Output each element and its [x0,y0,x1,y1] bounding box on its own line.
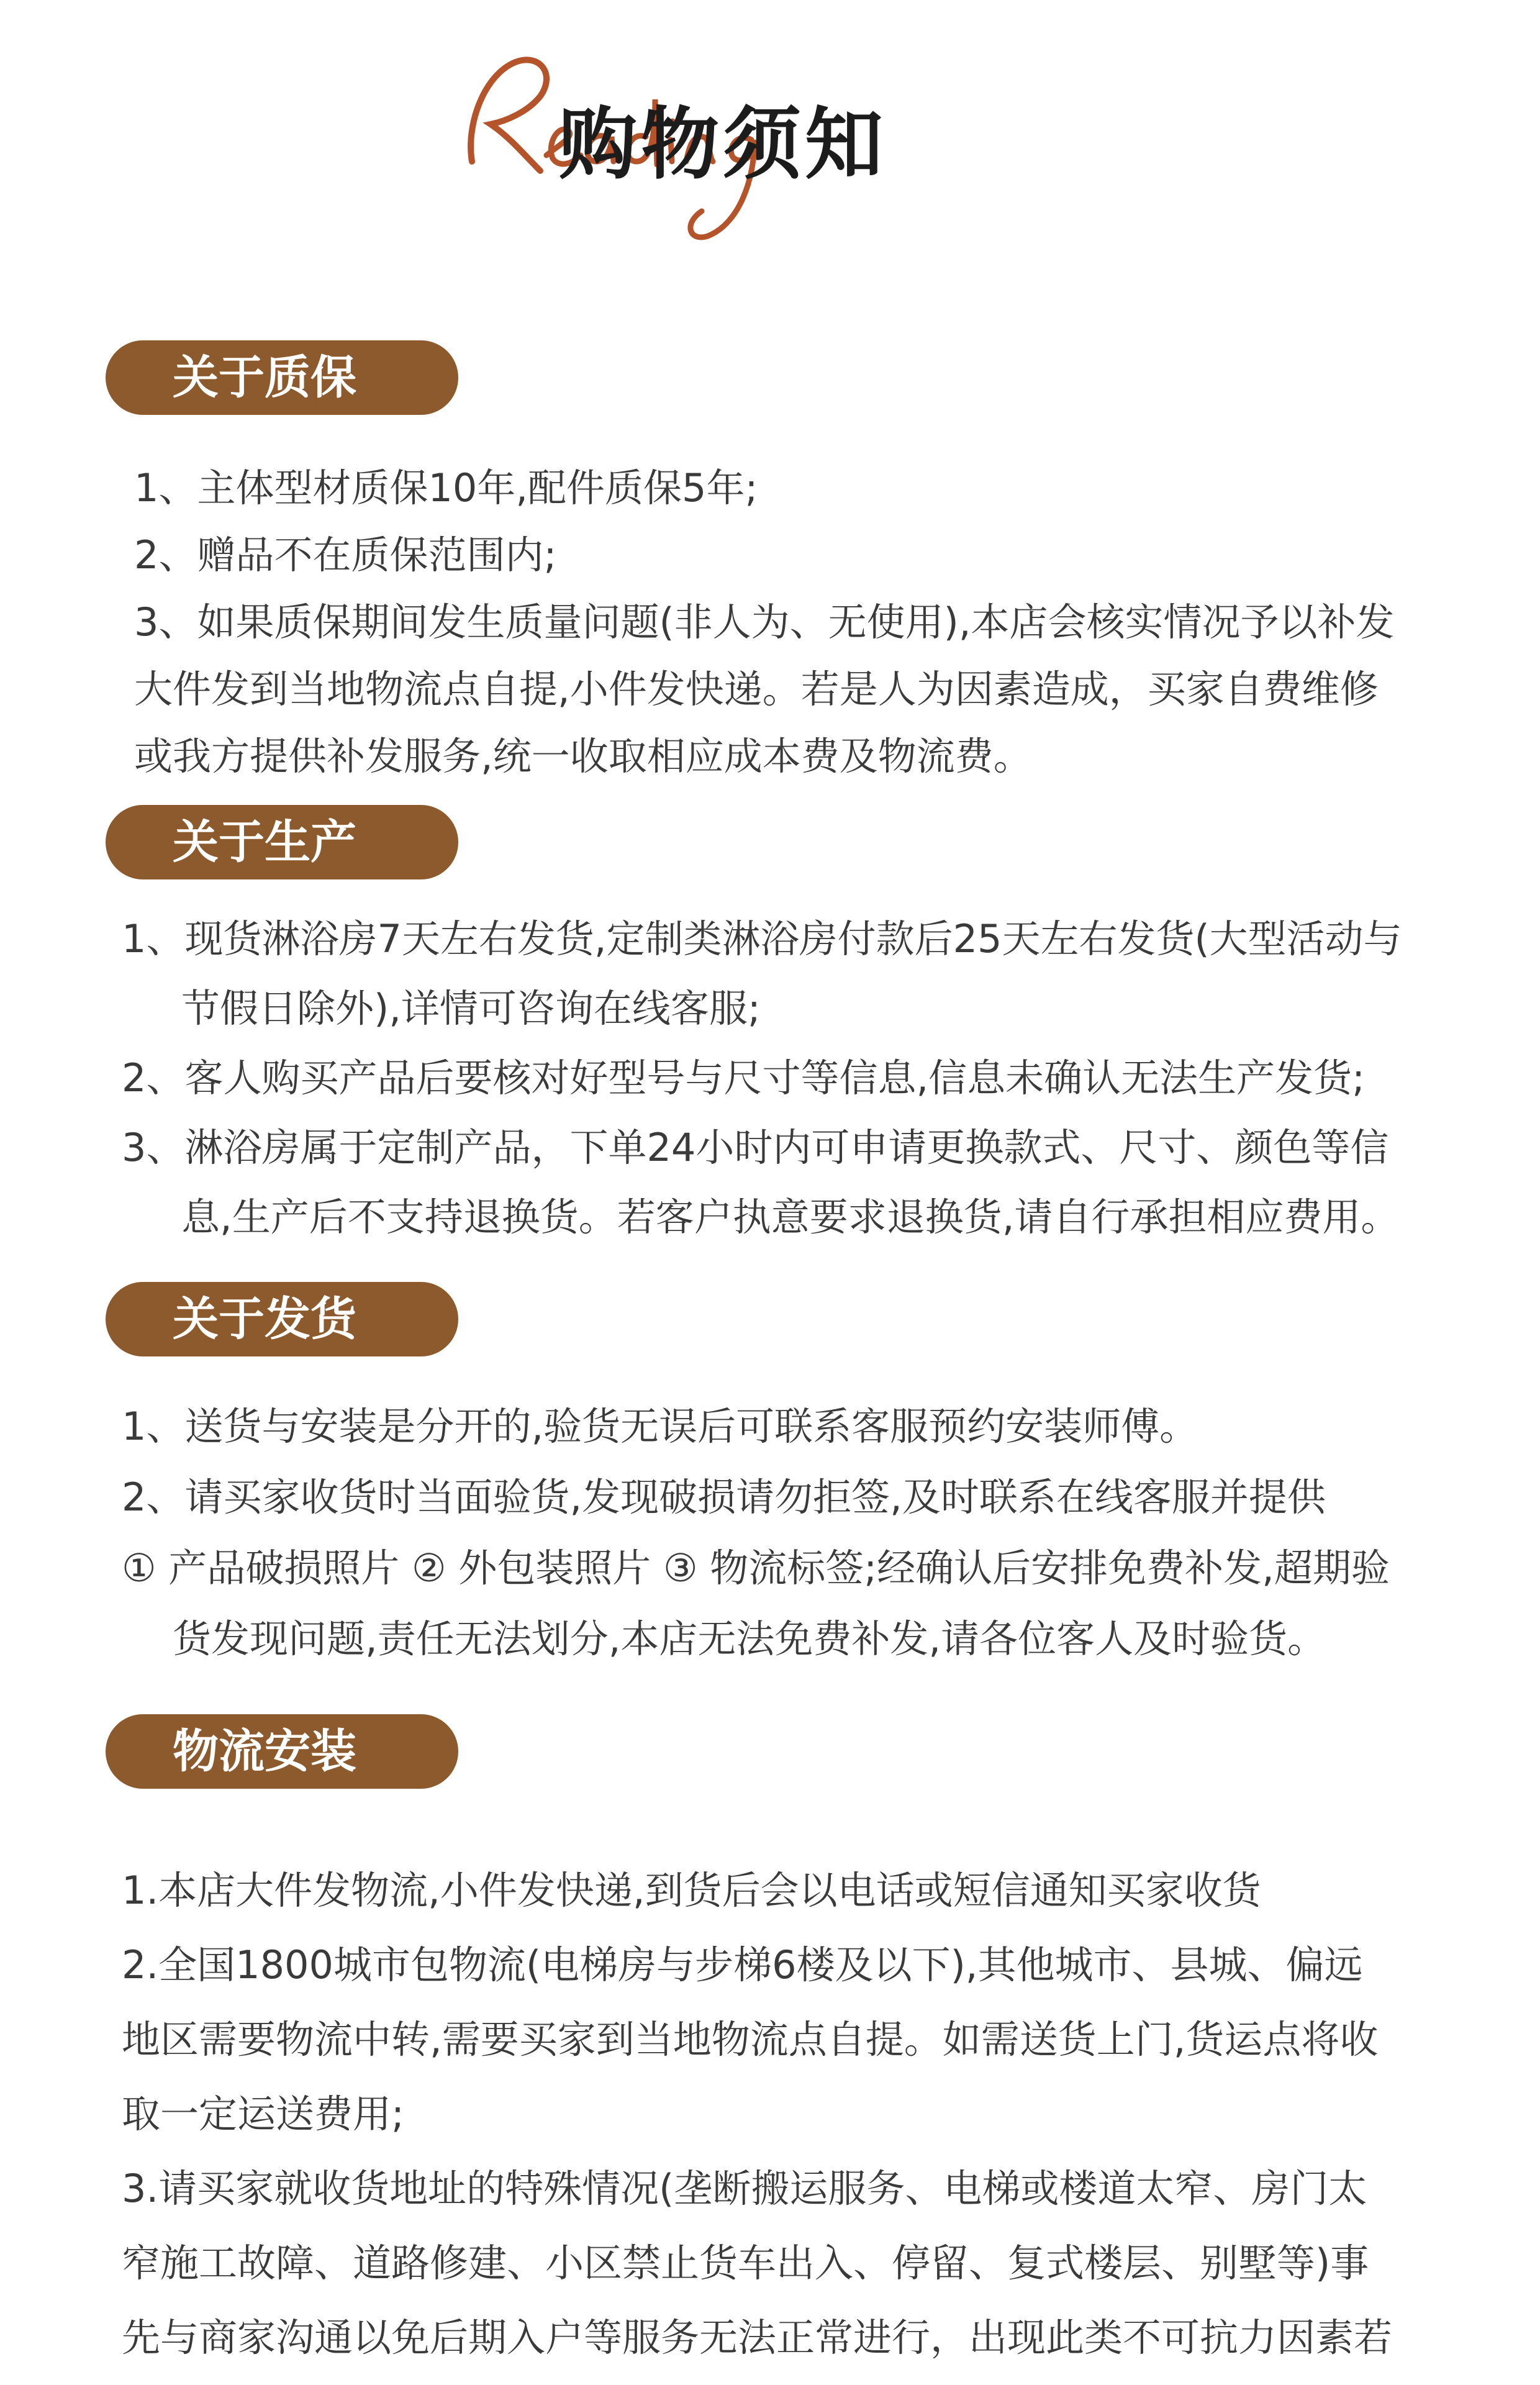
logistics-line-3: 地区需要物流中转,需要买家到当地物流点自提。如需送货上门,货运点将收 [122,2017,1379,2062]
logistics-line-7: 先与商家沟通以免后期入户等服务无法正常进行，出现此类不可抗力因素若 [122,2315,1393,2360]
logistics-line-5: 3.请买家就收货地址的特殊情况(垄断搬运服务、电梯或楼道太窄、房门太 [122,2166,1367,2211]
section-body-shipping [122,1391,1475,1674]
logistics-line-6: 窄施工故障、道路修建、小区禁止货车出入、停留、复式楼层、别墅等)事 [122,2240,1369,2286]
shipping-line-3: ① 产品破损照片 ② 外包装照片 ③ 物流标签;经确认后安排免费补发,超期验 [122,1545,1390,1591]
warranty-line-3: 3、如果质保期间发生质量问题(非人为、无使用),本店会核实情况予以补发 [134,599,1395,645]
production-line-5: 息,生产后不支持退换货。若客户执意要求退换货,请自行承担相应费用。 [181,1194,1400,1240]
shipping-line-2: 2、请买家收货时当面验货,发现破损请勿拒签,及时联系在线客服并提供 [122,1474,1326,1520]
page-title: 购物须知 [559,99,887,190]
warranty-line-1: 1、主体型材质保10年,配件质保5年; [134,465,758,511]
section-badge-shipping: 关于发货 [106,1282,458,1356]
warranty-line-4: 大件发到当地物流点自提,小件发快递。若是人为因素造成，买家自费维修 [134,666,1379,712]
logistics-line-2: 2.全国1800城市包物流(电梯房与步梯6楼及以下),其他城市、县城、偏远 [122,1942,1363,1988]
page-header [0,0,1540,261]
section-badge-logistics: 物流安装 [106,1714,458,1789]
section-body-logistics [122,1853,1475,2375]
logistics-line-4: 取一定运送费用; [122,2091,404,2137]
shipping-line-4: 货发现问题,责任无法划分,本店无法免费补发,请各位客人及时验货。 [173,1616,1326,1661]
section-body-production [122,904,1475,1252]
production-line-4: 3、淋浴房属于定制产品，下单24小时内可申请更换款式、尺寸、颜色等信 [122,1125,1389,1170]
section-badge-warranty: 关于质保 [106,340,458,415]
shipping-line-1: 1、送货与安装是分开的,验货无误后可联系客服预约安装师傅。 [122,1404,1198,1449]
production-line-2: 节假日除外),详情可咨询在线客服; [181,986,761,1031]
warranty-line-2: 2、赠品不在质保范围内; [134,532,557,578]
logistics-line-1: 1.本店大件发物流,小件发快递,到货后会以电话或短信通知买家收货 [122,1868,1261,1913]
section-body-warranty [122,455,1475,790]
production-line-1: 1、现货淋浴房7天左右发货,定制类淋浴房付款后25天左右发货(大型活动与 [122,916,1402,961]
warranty-line-5: 或我方提供补发服务,统一收取相应成本费及物流费。 [134,734,1032,779]
section-badge-production: 关于生产 [106,805,458,879]
production-line-3: 2、客人购买产品后要核对好型号与尺寸等信息,信息未确认无法生产发货; [122,1055,1366,1101]
